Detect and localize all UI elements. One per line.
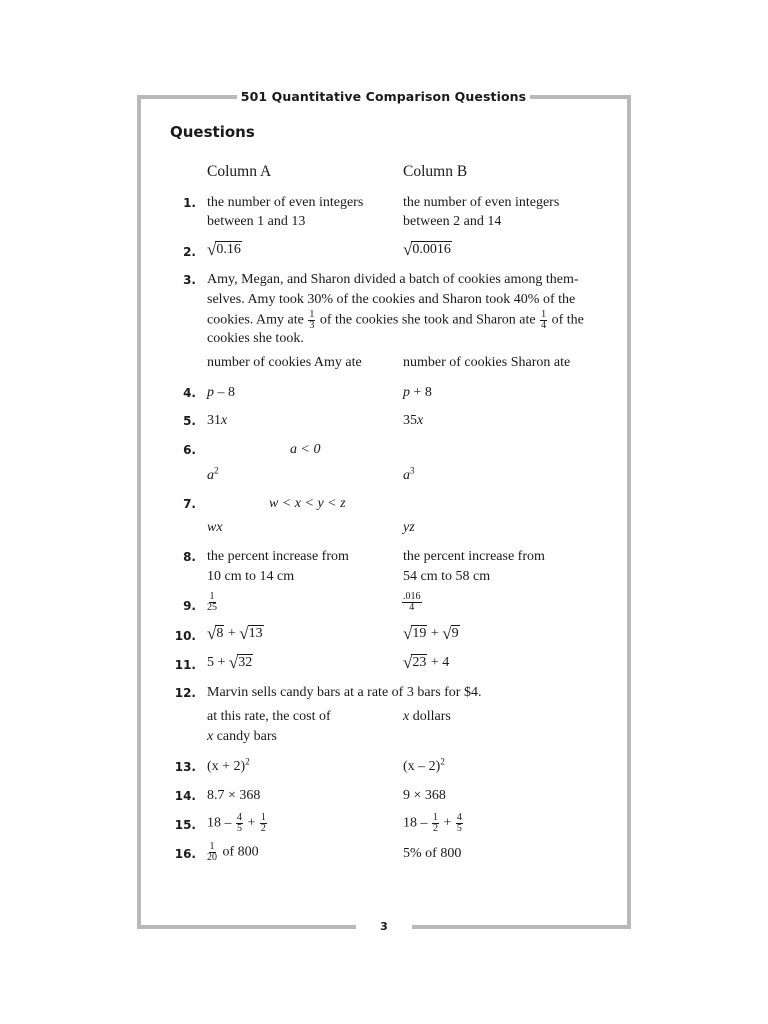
question-number: 16. <box>174 847 196 861</box>
q1-column-a-line1: the number of even integers <box>207 195 364 210</box>
q7-column-b: yz <box>403 520 415 535</box>
q3-stem-line1: Amy, Megan, and Sharon divided a batch of cookies among them- <box>207 272 579 287</box>
q3-stem-line2: selves. Amy took 30% of the cookies and Sharon took 40% of the <box>207 292 576 307</box>
q13-column-b: (x – 2)$^2$ <box>403 756 445 774</box>
q15-column-a: 18 – $\frac{4}{5}$ + $\frac{1}{2}$ <box>207 812 266 834</box>
q4-column-b: p + 8 <box>403 385 432 400</box>
q12-column-b: x dollars <box>403 709 451 724</box>
q13-column-a: $(x + 2)^2$ <box>207 756 250 774</box>
question-number: 8. <box>183 550 196 564</box>
question-number: 3. <box>183 273 196 287</box>
question-number: 2. <box>183 245 196 259</box>
q11-column-b: √23 + 4 <box>403 653 450 672</box>
q6-condition: a < 0 <box>290 442 321 457</box>
q9-column-b <box>401 592 423 613</box>
q2-column-b <box>403 240 452 260</box>
fraction: $\frac{4}{5}$ <box>237 812 242 834</box>
q11-column-a: 5 + √32 <box>207 653 253 672</box>
sqrt-expression: √0.16 <box>207 240 241 259</box>
question-number: 13. <box>174 760 196 774</box>
sqrt-expression: √13 <box>239 624 263 643</box>
question-number: 12. <box>174 686 196 700</box>
q16-column-a: $\frac{1}{20}$ of 800 <box>207 841 259 863</box>
q12-column-a-line2: x candy bars <box>207 729 277 744</box>
sqrt-expression: √9 <box>442 624 459 643</box>
q5-column-a: 31x <box>207 413 228 428</box>
q16-column-b: 5% of 800 <box>403 846 462 861</box>
q10-column-b: √19 + √9 <box>403 624 459 643</box>
column-b-heading: Column B <box>403 163 468 180</box>
q14-column-b: 9 × 368 <box>403 788 446 803</box>
section-heading: Questions <box>170 123 255 141</box>
sqrt-expression: √32 <box>228 653 253 672</box>
q10-column-a: √8 + √13 <box>207 624 263 643</box>
q12-column-a-line1: at this rate, the cost of <box>207 709 331 724</box>
fraction: $\frac{1}{20}$ <box>207 841 217 863</box>
q3-stem-line3: cookies. Amy ate $\frac{1}{3}$ of the cookies she took and Sharon ate $\frac{1}{4}$ of the <box>207 309 584 331</box>
q1-column-b-line1: the number of even integers <box>403 195 560 210</box>
q14-column-a: 8.7 × 368 <box>207 788 261 803</box>
fraction: $\frac{1}{4}$ <box>541 309 547 331</box>
q9-column-a <box>205 592 219 613</box>
q5-column-b: 35x <box>403 413 424 428</box>
sqrt-expression: √23 <box>403 653 427 672</box>
sqrt-expression: √0.0016 <box>403 240 451 259</box>
fraction: $\frac{1}{3}$ <box>309 309 315 331</box>
sqrt-expression: √8 <box>207 624 224 643</box>
question-number: 1. <box>183 196 196 210</box>
q8-column-b-line1: the percent increase from <box>403 549 545 564</box>
q1-column-a-line2: between 1 and 13 <box>207 214 306 229</box>
q4-column-a: p – 8 <box>207 385 235 400</box>
q1-column-b-line2: between 2 and 14 <box>403 214 502 229</box>
page-number: 3 <box>380 920 388 933</box>
fraction: $\frac{1}{2}$ <box>260 812 266 834</box>
question-number: 11. <box>174 658 196 672</box>
question-number: 6. <box>183 443 196 457</box>
column-a-heading: Column A <box>207 163 272 180</box>
q15-column-b: 18 – $\frac{1}{2}$ + $\frac{4}{5}$ <box>403 812 462 834</box>
q8-column-b-line2: 54 cm to 58 cm <box>403 569 491 584</box>
fraction: $\frac{1}{2}$ <box>433 812 438 834</box>
fraction: $\frac{.016}{4}$ <box>403 591 421 613</box>
q6-column-a: $a^2$ <box>207 465 219 483</box>
q8-column-a-line2: 10 cm to 14 cm <box>207 569 295 584</box>
q2-column-a <box>207 240 242 260</box>
q6-column-b: $a^3$ <box>403 465 415 483</box>
q12-stem: Marvin sells candy bars at a rate of 3 bars for $4. <box>207 685 482 700</box>
question-number: 5. <box>183 414 196 428</box>
question-number: 15. <box>174 818 196 832</box>
question-number: 14. <box>174 789 196 803</box>
running-header: 501 Quantitative Comparison Questions <box>240 89 527 104</box>
fraction: $\frac{1}{25}$ <box>207 591 217 613</box>
q8-column-a-line1: the percent increase from <box>207 549 349 564</box>
q3-column-b: number of cookies Sharon ate <box>403 355 571 370</box>
q7-condition: w < x < y < z <box>269 496 346 511</box>
q3-stem-line4: cookies she took. <box>207 331 304 346</box>
question-number: 7. <box>183 497 196 511</box>
fraction: $\frac{4}{5}$ <box>456 812 462 834</box>
sqrt-expression: √19 <box>403 624 427 643</box>
question-number: 9. <box>183 599 196 613</box>
q7-column-a: wx <box>207 520 223 535</box>
q3-column-a: number of cookies Amy ate <box>207 355 362 370</box>
question-number: 4. <box>183 386 196 400</box>
question-number: 10. <box>174 629 196 643</box>
